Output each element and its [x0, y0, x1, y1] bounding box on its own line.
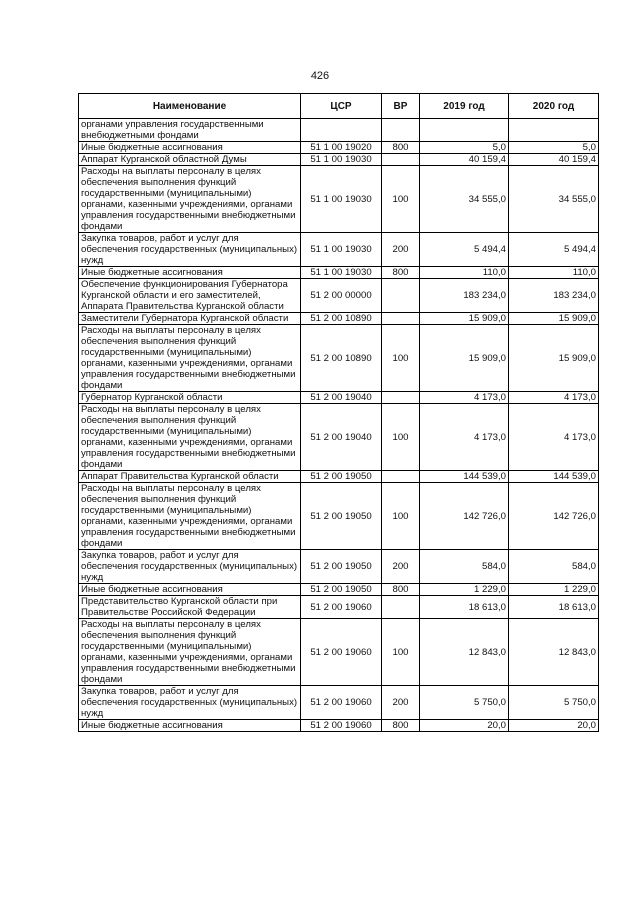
row-code-cell: 51 2 00 19050 [301, 471, 382, 483]
row-2020-cell: 20,0 [509, 720, 599, 732]
row-code-cell: 51 1 00 19030 [301, 233, 382, 267]
row-vr-cell: 800 [382, 142, 420, 154]
row-name-cell: Расходы на выплаты персоналу в целях обеспечения выполнения функций государственными (муниципальными) органами, казенными учреждениями, органами управления государственными внебюджетными фондами [79, 166, 301, 233]
row-code-cell: 51 1 00 19020 [301, 142, 382, 154]
row-name-cell: Иные бюджетные ассигнования [79, 267, 301, 279]
header-2020: 2020 год [509, 94, 599, 119]
row-2020-cell: 4 173,0 [509, 392, 599, 404]
row-vr-cell [382, 392, 420, 404]
row-2020-cell: 5 494,4 [509, 233, 599, 267]
row-2019-cell: 5 494,4 [420, 233, 509, 267]
row-name-cell: Расходы на выплаты персоналу в целях обеспечения выполнения функций государственными (муниципальными) органами, казенными учреждениями, органами управления государственными внебюджетными фондами [79, 325, 301, 392]
header-name: Наименование [79, 94, 301, 119]
row-2019-cell: 183 234,0 [420, 279, 509, 313]
row-name-cell: Иные бюджетные ассигнования [79, 142, 301, 154]
row-vr-cell: 200 [382, 550, 420, 584]
row-vr-cell [382, 279, 420, 313]
row-vr-cell: 800 [382, 720, 420, 732]
budget-table [78, 93, 599, 732]
table-row [79, 596, 599, 619]
table-row [79, 392, 599, 404]
header-vr: ВР [382, 94, 420, 119]
row-name-cell: Закупка товаров, работ и услуг для обеспечения государственных (муниципальных) нужд [79, 233, 301, 267]
row-code-cell: 51 2 00 10890 [301, 325, 382, 392]
row-2019-cell: 18 613,0 [420, 596, 509, 619]
row-code-cell: 51 2 00 10890 [301, 313, 382, 325]
row-2020-cell: 4 173,0 [509, 404, 599, 471]
row-vr-cell: 100 [382, 619, 420, 686]
row-name-cell: Аппарат Курганской областной Думы [79, 154, 301, 166]
row-2020-cell: 183 234,0 [509, 279, 599, 313]
row-2019-cell: 15 909,0 [420, 325, 509, 392]
row-vr-cell: 100 [382, 404, 420, 471]
row-2019-cell: 12 843,0 [420, 619, 509, 686]
row-2020-cell: 12 843,0 [509, 619, 599, 686]
row-code-cell: 51 1 00 19030 [301, 154, 382, 166]
row-2020-cell: 142 726,0 [509, 483, 599, 550]
row-2020-cell: 15 909,0 [509, 313, 599, 325]
row-name-cell: Расходы на выплаты персоналу в целях обеспечения выполнения функций государственными (муниципальными) органами, казенными учреждениями, органами управления государственными внебюджетными фондами [79, 619, 301, 686]
row-2020-cell: 144 539,0 [509, 471, 599, 483]
row-vr-cell: 800 [382, 584, 420, 596]
row-vr-cell: 100 [382, 325, 420, 392]
table-row [79, 471, 599, 483]
table-row [79, 720, 599, 732]
table-row [79, 142, 599, 154]
row-2020-cell: 110,0 [509, 267, 599, 279]
row-2019-cell [420, 119, 509, 142]
row-vr-cell [382, 154, 420, 166]
row-name-cell: Расходы на выплаты персоналу в целях обеспечения выполнения функций государственными (муниципальными) органами, казенными учреждениями, органами управления государственными внебюджетными фондами [79, 404, 301, 471]
row-2019-cell: 15 909,0 [420, 313, 509, 325]
row-name-cell: Иные бюджетные ассигнования [79, 584, 301, 596]
row-2019-cell: 144 539,0 [420, 471, 509, 483]
row-2020-cell: 1 229,0 [509, 584, 599, 596]
row-code-cell: 51 1 00 19030 [301, 267, 382, 279]
row-2019-cell: 4 173,0 [420, 392, 509, 404]
row-name-cell: Иные бюджетные ассигнования [79, 720, 301, 732]
row-code-cell: 51 2 00 19060 [301, 619, 382, 686]
row-code-cell: 51 2 00 19050 [301, 550, 382, 584]
row-vr-cell: 200 [382, 686, 420, 720]
row-2020-cell: 15 909,0 [509, 325, 599, 392]
row-2019-cell: 34 555,0 [420, 166, 509, 233]
row-2019-cell: 142 726,0 [420, 483, 509, 550]
row-name-cell: Обеспечение функционирования Губернатора Курганской области и его заместителей, Аппарата Правительства Курганской области [79, 279, 301, 313]
row-vr-cell [382, 313, 420, 325]
row-2020-cell [509, 119, 599, 142]
row-2019-cell: 110,0 [420, 267, 509, 279]
row-name-cell: Губернатор Курганской области [79, 392, 301, 404]
row-2019-cell: 5 750,0 [420, 686, 509, 720]
row-code-cell [301, 119, 382, 142]
row-vr-cell: 200 [382, 233, 420, 267]
row-code-cell: 51 2 00 00000 [301, 279, 382, 313]
table-row [79, 584, 599, 596]
table-body [79, 119, 599, 732]
table-row [79, 619, 599, 686]
row-2020-cell: 40 159,4 [509, 154, 599, 166]
row-2020-cell: 5,0 [509, 142, 599, 154]
table-row [79, 166, 599, 233]
row-code-cell: 51 2 00 19040 [301, 404, 382, 471]
row-vr-cell [382, 471, 420, 483]
row-2019-cell: 4 173,0 [420, 404, 509, 471]
row-2019-cell: 5,0 [420, 142, 509, 154]
header-2019: 2019 год [420, 94, 509, 119]
table-row [79, 325, 599, 392]
row-name-cell: органами управления государственными внебюджетными фондами [79, 119, 301, 142]
table-row [79, 313, 599, 325]
table-row [79, 154, 599, 166]
table-row [79, 404, 599, 471]
table-header-row [79, 94, 599, 119]
row-name-cell: Закупка товаров, работ и услуг для обеспечения государственных (муниципальных) нужд [79, 550, 301, 584]
table-row [79, 267, 599, 279]
row-2019-cell: 1 229,0 [420, 584, 509, 596]
row-code-cell: 51 2 00 19040 [301, 392, 382, 404]
table-row [79, 279, 599, 313]
header-code: ЦСР [301, 94, 382, 119]
row-2020-cell: 34 555,0 [509, 166, 599, 233]
row-2020-cell: 18 613,0 [509, 596, 599, 619]
row-vr-cell [382, 596, 420, 619]
row-2020-cell: 5 750,0 [509, 686, 599, 720]
row-code-cell: 51 1 00 19030 [301, 166, 382, 233]
row-name-cell: Расходы на выплаты персоналу в целях обеспечения выполнения функций государственными (муниципальными) органами, казенными учреждениями, органами управления государственными внебюджетными фондами [79, 483, 301, 550]
row-name-cell: Заместители Губернатора Курганской области [79, 313, 301, 325]
row-code-cell: 51 2 00 19060 [301, 596, 382, 619]
row-vr-cell: 100 [382, 483, 420, 550]
table-row [79, 233, 599, 267]
row-2019-cell: 584,0 [420, 550, 509, 584]
row-code-cell: 51 2 00 19060 [301, 686, 382, 720]
table-row [79, 550, 599, 584]
row-vr-cell: 800 [382, 267, 420, 279]
row-vr-cell: 100 [382, 166, 420, 233]
row-code-cell: 51 2 00 19060 [301, 720, 382, 732]
table-row [79, 686, 599, 720]
row-2019-cell: 40 159,4 [420, 154, 509, 166]
row-2020-cell: 584,0 [509, 550, 599, 584]
page-number: 426 [310, 70, 330, 82]
table-row [79, 119, 599, 142]
row-code-cell: 51 2 00 19050 [301, 483, 382, 550]
row-name-cell: Закупка товаров, работ и услуг для обеспечения государственных (муниципальных) нужд [79, 686, 301, 720]
table-row [79, 483, 599, 550]
row-2019-cell: 20,0 [420, 720, 509, 732]
row-code-cell: 51 2 00 19050 [301, 584, 382, 596]
row-name-cell: Аппарат Правительства Курганской области [79, 471, 301, 483]
row-name-cell: Представительство Курганской области при Правительстве Российской Федерации [79, 596, 301, 619]
row-vr-cell [382, 119, 420, 142]
